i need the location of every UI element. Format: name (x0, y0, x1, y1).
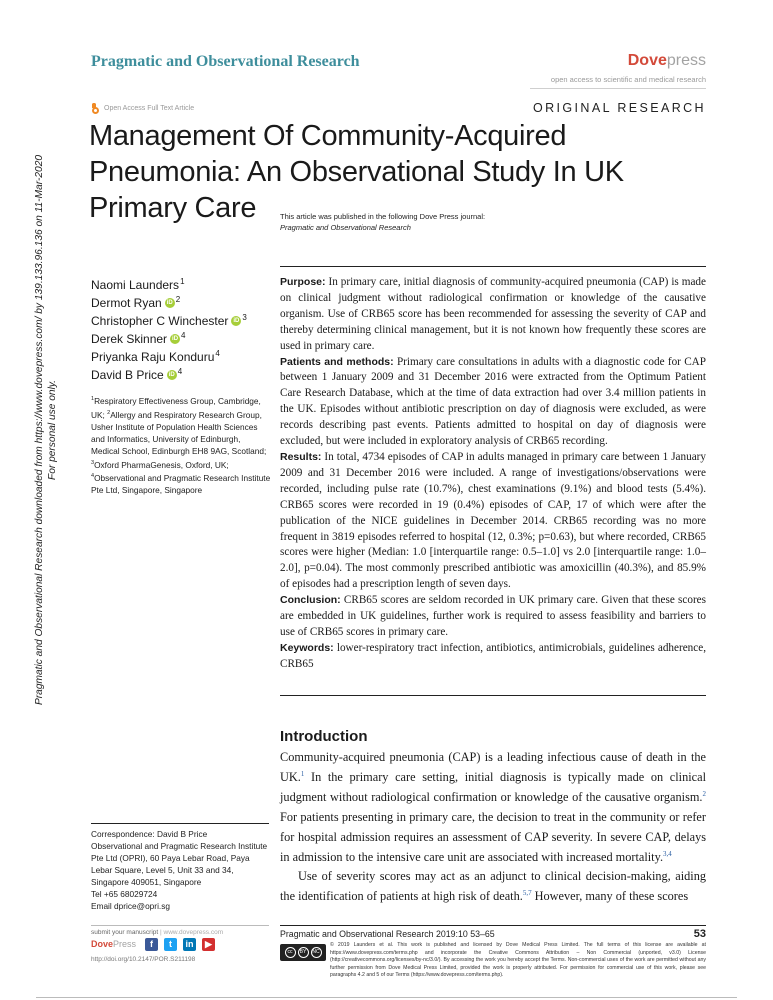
twitter-icon[interactable]: t (164, 938, 177, 951)
watermark-line-1: Pragmatic and Observational Research downloaded from https://www.dovepress.com/ by 139.133.96.136 on 11-Mar-2020 (34, 154, 45, 706)
correspondence-rule (91, 823, 269, 824)
footer-right-rule (280, 925, 706, 926)
linkedin-icon[interactable]: in (183, 938, 196, 951)
article-title: Management Of Community-Acquired Pneumonia: An Observational Study In UK Primary Care (89, 120, 624, 224)
citation-link[interactable]: 1 (300, 769, 305, 778)
abstract (280, 275, 706, 673)
author-name: Dermot Ryan (91, 296, 162, 310)
author-name: Naomi Launders (91, 278, 180, 292)
facebook-icon[interactable]: f (145, 938, 158, 951)
abstract-conclusion (280, 593, 706, 641)
correspondence-address: Observational and Pragmatic Research Institute Pte Ltd (OPRI), 60 Paya Lebar Road, Paya Lebar Square, Level 5, Unit 33 and 34, Singapore 409051, Singapore (91, 841, 268, 887)
correspondence-label: Correspondence: David B Price (91, 829, 208, 839)
orcid-icon[interactable]: iD (168, 372, 175, 378)
brand-main: Dove (627, 52, 667, 69)
abstract-keywords (280, 641, 706, 673)
author-affiliation-ref: 2 (175, 295, 181, 304)
abstract-bottom-rule (280, 695, 706, 696)
brand-press: press (666, 52, 706, 69)
orcid-icon[interactable]: iD (166, 300, 173, 306)
abstract-section-text: CRB65 scores are seldom recorded in UK primary care. Given that these scores are embedded in UK guidelines, further work is required to assess feasibility and barriers to use of CRB65 scores in primary care. (280, 594, 706, 638)
abstract-section-text: Primary care consultations in adults with a diagnostic code for CAP between 1 January 2009 and 31 December 2016 were extracted from the Optimum Patient Care Research Database, which at the time of data extraction had over 3.4 million patients in the UK. Episodes without antibiotic prescription on day of diagnosis were excluded, as were records describing past events. Patients admitted to hospital on day of diagnosis were excluded, but were included in exploratory analysis of CRB65 recording. (280, 355, 706, 448)
author (91, 330, 247, 348)
abstract-section-label: Keywords: (280, 641, 334, 654)
journal-name-header[interactable]: Pragmatic and Observational Research (91, 53, 360, 70)
introduction-heading: Introduction (280, 728, 368, 745)
affiliation-text: Allergy and Respiratory Research Group, Usher Institute of Population Health Sciences and Informatics, University of Edinburgh, Medical School, Edinburgh EH8 9AG, Scotland; (91, 409, 267, 456)
abstract-results (280, 450, 706, 593)
footer-brand-press: Press (113, 939, 137, 949)
page-number: 53 (693, 928, 706, 940)
abstract-purpose (280, 275, 706, 355)
intro-text: However, many of these scores (531, 889, 689, 904)
author-affiliation-ref: 4 (181, 331, 186, 340)
intro-paragraph (280, 748, 706, 867)
author (91, 366, 247, 384)
abstract-section-text: lower-respiratory tract infection, antibiotics, antimicrobials, guidelines adherence, CRB65 (280, 641, 706, 670)
footer-dovepress-logo[interactable] (91, 939, 136, 949)
affiliation-number: 3 (91, 459, 95, 466)
citation-link[interactable]: 3,4 (663, 849, 672, 858)
abstract-top-rule (280, 266, 706, 267)
intro-text: Community-acquired pneumonia (CAP) is a leading infectious cause of death in the UK. (280, 750, 706, 784)
abstract-section-text: In primary care, initial diagnosis of community-acquired pneumonia (CAP) is made on clinical judgment without radiological confirmation or knowledge of the causative organism. Use of CRB65 score has been recommended for assessing the severity of CAP and thereby determining clinical management, but it is not known how frequently these scores are used in primary care. (280, 276, 706, 352)
submit-manuscript-link[interactable] (91, 929, 223, 936)
download-watermark (6, 150, 60, 710)
publication-journal: Pragmatic and Observational Research (280, 223, 411, 232)
author-name: Priyanka Raju Konduru (91, 350, 215, 364)
youtube-icon[interactable]: ▶ (202, 938, 215, 951)
intro-paragraph (280, 867, 706, 907)
affiliation-number: 1 (91, 396, 95, 402)
abstract-methods (280, 355, 706, 450)
license-text: © 2019 Launders et al. This work is published and licensed by Dove Medical Press Limited. The full terms of this license are available at https://www.dovepress.com/terms.php and incorporate the Creative Commons Attribution – Non Commercial (unported, v3.0) License (http://creativecommons.org/licenses/by-nc/3.0/). By accessing the work you hereby accept the Terms. Non-commercial uses of the work are permitted without any further permission from Dove Medical Press Limited, provided the work is properly attributed. For permission for commercial use of this work, please see paragraphs 4.2 and 5 of our Terms (https://www.dovepress.com/terms.php). (330, 942, 706, 979)
author-name: Derek Skinner (91, 332, 168, 346)
affiliations (91, 393, 271, 496)
author-affiliation-ref: 1 (180, 277, 185, 286)
social-links (145, 938, 215, 951)
author-affiliation-ref: 4 (215, 349, 220, 358)
footer-citation: Pragmatic and Observational Research 2019:10 53–65 (280, 929, 495, 939)
open-access-lock-icon (91, 103, 100, 114)
affiliation-text: Respiratory Effectiveness Group, Cambridge, UK; (91, 395, 261, 420)
author (91, 312, 247, 330)
cc-icon: cc (285, 947, 296, 958)
author-affiliation-ref: 3 (242, 313, 247, 322)
author (91, 348, 247, 366)
author-name: Christopher C Winchester (91, 314, 229, 328)
article-type-label: ORIGINAL RESEARCH (532, 101, 706, 115)
brand-tagline: open access to scientific and medical research (550, 75, 706, 84)
correspondence-email[interactable]: Email dprice@opri.sg (91, 901, 170, 911)
publication-note (280, 211, 485, 233)
abstract-section-label: Purpose: (280, 276, 326, 288)
intro-text: For patients presenting in primary care, the decision to treat in the community or refer for hospital admission requires an assessment of CAP severity. In severe CAP, delays in admission to the intensive care unit are associated with increased mortality. (280, 809, 706, 864)
correspondence-tel: Tel +65 68029724 (91, 889, 158, 899)
orcid-icon[interactable]: iD (172, 336, 179, 342)
header-divider (530, 88, 706, 89)
citation-link[interactable]: 5,7 (522, 889, 532, 898)
correspondence-block (91, 828, 271, 912)
cc-nc-icon: NC (311, 947, 322, 958)
author (91, 294, 247, 312)
author-affiliation-ref: 4 (177, 367, 183, 376)
dovepress-logo[interactable] (628, 52, 706, 70)
open-access-label: Open Access Full Text Article (104, 105, 195, 112)
abstract-section-label: Patients and methods: (280, 355, 394, 368)
affiliation-number: 2 (107, 409, 111, 416)
watermark-line-2: For personal use only. (47, 379, 58, 481)
author (91, 276, 247, 294)
orcid-icon[interactable]: iD (233, 318, 240, 324)
publication-note-text: This article was published in the following Dove Press journal: (280, 212, 486, 221)
affiliation-text: Observational and Pragmatic Research Institute Pte Ltd, Singapore, Singapore (91, 473, 271, 496)
abstract-section-text: In total, 4734 episodes of CAP in adults managed in primary care between 1 January 2009 and 31 December 2016 were included. A range of investigations/observations were recorded, including pulse rate (10.7%), chest examinations (9.1%) and blood tests (5.4%). CRB65 scores were recorded in 19 (0.4%) episodes of CAP, 17 of which were after the publication of the NICE guidelines in December 2014. CRB65 recording was no more frequent in 3819 episodes referred to hospital (12, 0.3%; p=0.63), but where recorded, CRB65 scores were higher (Median: 1.0 [interquartile range: 0.5–1.0] vs 2.0 [interquartile range: 1.0–2.0], p=0.04). The most commonly prescribed antibiotic was amoxicillin (40.3%), and 85.9% of episodes had a prescription length of seven days. (280, 450, 706, 591)
abstract-section-label: Results: (280, 450, 322, 463)
affiliation-number: 4 (91, 473, 95, 480)
introduction-body (280, 748, 706, 907)
creative-commons-badge[interactable] (280, 944, 326, 961)
page-bottom-rule (36, 997, 737, 998)
citation-link[interactable]: 2 (702, 789, 706, 798)
submit-label: submit your manuscript (91, 929, 159, 936)
intro-text: In the primary care setting, initial diagnosis is typically made on clinical judgment without radiological confirmation or knowledge of the causative organism. (280, 769, 706, 804)
author-list (91, 276, 247, 384)
submit-url: | www.dovepress.com (158, 929, 224, 936)
open-access-badge (91, 103, 194, 114)
abstract-section-label: Conclusion: (280, 594, 341, 607)
doi-link[interactable]: http://doi.org/10.2147/POR.S211198 (91, 956, 196, 963)
intro-text: Use of severity scores may act as an adjunct to clinical decision-making, aiding the identification of patients at high risk of death. (280, 869, 706, 904)
affiliation-text: Oxford PharmaGenesis, Oxford, UK; (94, 459, 229, 470)
footer-left-rule (91, 925, 269, 926)
footer-brand-main: Dove (91, 939, 114, 949)
cc-by-icon: BY (298, 947, 309, 958)
author-name: David B Price (91, 368, 164, 382)
